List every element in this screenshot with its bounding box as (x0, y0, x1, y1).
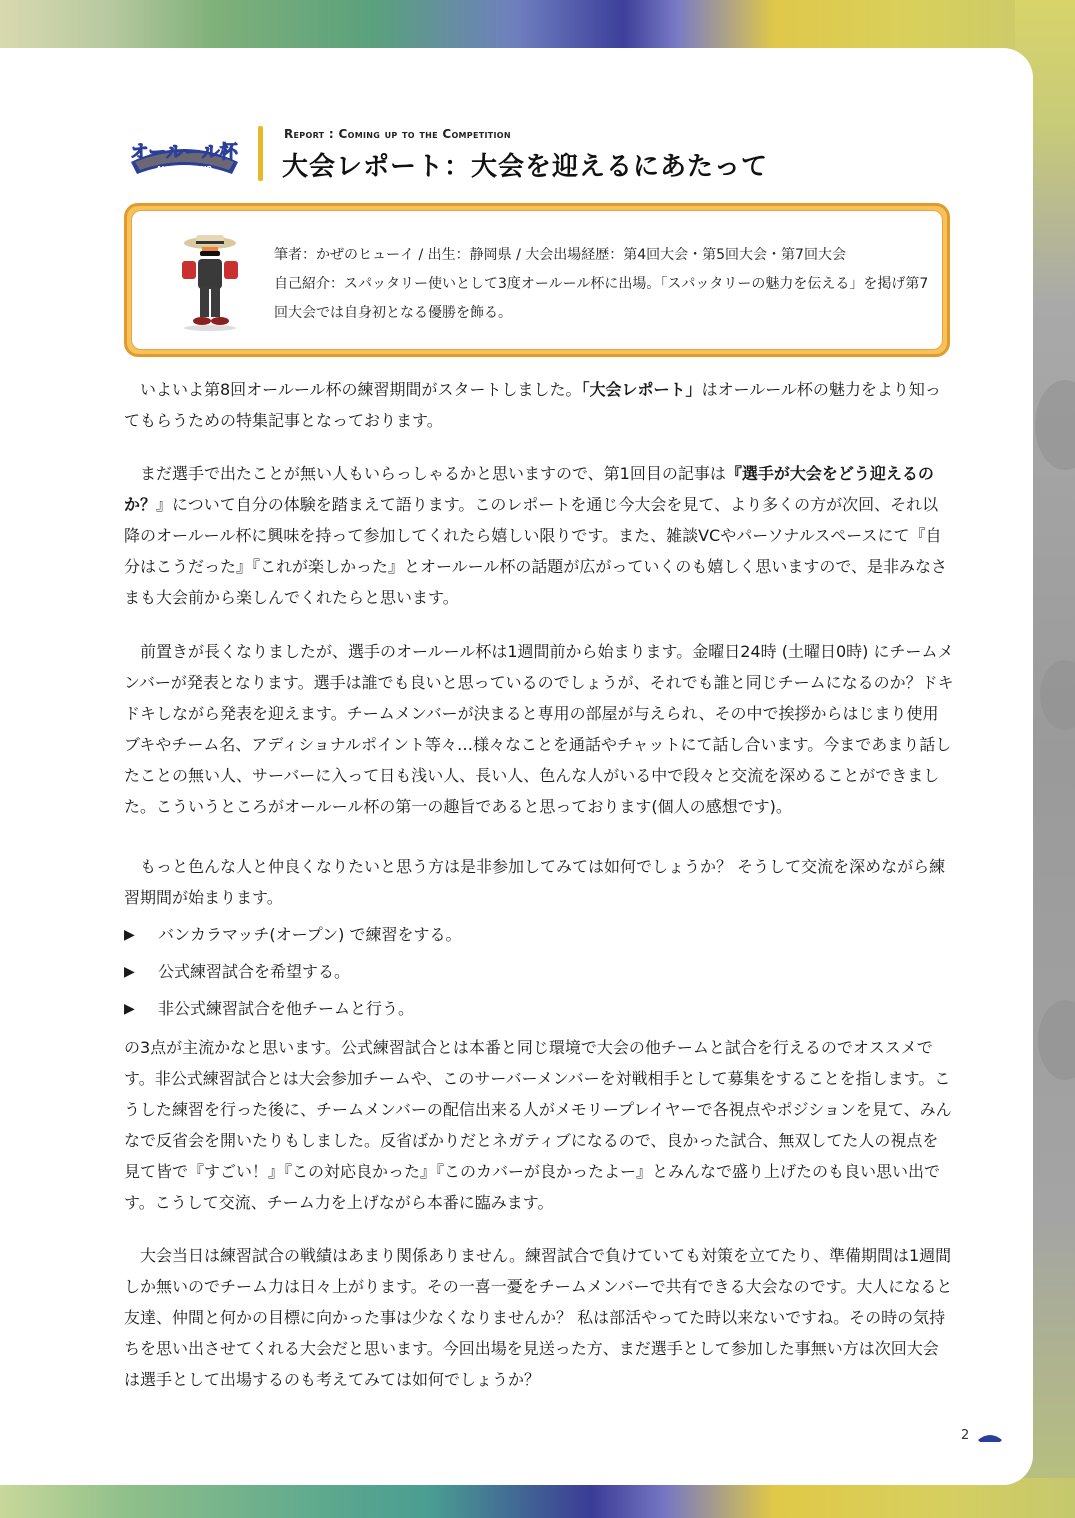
paragraph-4 (124, 851, 954, 913)
paragraph-2-emphasis: 『選手が大会をどう迎えるのか？ (124, 464, 934, 514)
paragraph-2-text-cont: 』について自分の体験を踏まえて語ります。このレポートを通じ今大会を見て、より多くの方が次回、それ以降のオールール杯に興味を持って参加してくれたら嬉しい限りです。また、雑談VCやパーソナルスペースにて『自分はこうだった』『これが楽しかった』とオールール杯の話題が広がっていくのも嬉しく思いますので、是非みなさまも大会前から楽しんでくれたらと思います。 (124, 495, 948, 607)
paragraph-3 (124, 636, 954, 822)
paragraph-1-emphasis: 「大会レポート」 (581, 380, 702, 399)
list-item-text: 非公式練習試合を他チームと行う。 (158, 999, 415, 1018)
page-number: 2 (961, 1428, 970, 1443)
page-title: 大会レポート：大会を迎えるにあたって (282, 152, 769, 182)
list-item (124, 959, 944, 996)
paragraph-4-text: もっと色んな人と仲良くなりたいと思う方は是非参加してみては如何でしょうか？ そうして交流を深めながら練習期間が始まります。 (124, 857, 946, 907)
page-marker-icon (977, 1430, 1003, 1442)
author-description (274, 241, 934, 328)
triangle-bullet-icon: ▶ (124, 927, 135, 943)
list-item (124, 996, 944, 1033)
triangle-bullet-icon: ▶ (124, 1001, 135, 1017)
paragraph-2-text: まだ選手で出たことが無い人もいらっしゃるかと思いますので、第1回目の記事は (140, 464, 726, 483)
paragraph-2 (124, 458, 954, 613)
paragraph-5 (124, 1032, 954, 1218)
list-item-text: バンカラマッチ(オープン) で練習をする。 (158, 925, 462, 944)
triangle-bullet-icon: ▶ (124, 964, 135, 980)
author-profile-inner (131, 210, 943, 350)
paragraph-3-text: 前置きが長くなりましたが、選手のオールール杯は1週間前から始まります。金曜日24時 (土曜日0時) にチームメンバーが発表となります。選手は誰でも良いと思っているのでしょうが、それでも誰と同じチームになるのか？ドキドキしながら発表を迎えます。チームメンバーが決まると専用の部屋が与えられ、その中で挨拶からはじまり使用ブキやチーム名、アディショナルポイント等々…様々なことを通話やチャットにて話し合います。今まであまり話したことの無い人、サーバーに入って日も浅い人、長い人、色んな人がいる中で段々と交流を深めることができました。こういうところがオールール杯の第一の趣旨であると思っております(個人の感想です)。 (124, 642, 954, 816)
svg-text:ALL RULE CUP: ALL RULE CUP (156, 165, 212, 173)
heading-accent-bar (258, 126, 263, 181)
paragraph-1-text: いよいよ第8回オールール杯の練習期間がスタートしました。 (140, 380, 582, 399)
author-info-line: 筆者：かぜのヒューイ / 出生：静岡県 / 大会出場経歴：第4回大会・第5回大会・第7回大会 (274, 247, 846, 263)
paragraph-1 (124, 374, 954, 436)
author-introduction: 自己紹介：スパッタリー使いとして3度オールール杯に出場。「スパッタリーの魅力を伝える」を掲げ第7回大会では自身初となる優勝を飾る。 (274, 276, 929, 321)
heading-subtitle: Report : Coming up to the Competition (284, 127, 511, 141)
paragraph-5-text: の3点が主流かなと思います。公式練習試合とは本番と同じ環境で大会の他チームと試合を行えるのでオススメです。非公式練習試合とは大会参加チームや、このサーバーメンバーを対戦相手として募集をすることを指します。こうした練習を行った後に、チームメンバーの配信出来る人がメモリープレイヤーで各視点やポジションを見て、みんなで反省会を開いたりもしました。反省ばかりだとネガティブになるので、良かった試合、無双してた人の視点を見て皆で『すごい！』『この対応良かった』『このカバーが良かったよー』とみんなで盛り上げたのも良い思い出です。こうして交流、チーム力を上げながら本番に臨みます。 (124, 1038, 952, 1212)
paragraph-6 (124, 1240, 954, 1395)
paragraph-1-text-cont: はオールール杯の魅力をより知ってもらうための特集記事となっております。 (124, 380, 941, 430)
author-avatar (162, 233, 258, 333)
list-item (124, 922, 944, 959)
list-item-text: 公式練習試合を希望する。 (158, 962, 351, 981)
author-profile-box (124, 203, 950, 357)
paragraph-6-text: 大会当日は練習試合の戦績はあまり関係ありません。練習試合で負けていても対策を立てたり、準備期間は1週間しか無いのでチーム力は日々上がります。その一喜一憂をチームメンバーで共有できる大会なのです。大人になると友達、仲間と何かの目標に向かった事は少なくなりませんか？ 私は部活やってた時以来ないですね。その時の気持ちを思い出させてくれる大会だと思います。今回出場を見送った方、まだ選手として参加した事無い方は次回大会は選手として出場するのも考えてみては如何でしょうか？ (124, 1246, 953, 1389)
all-rule-cup-logo (127, 132, 242, 178)
practice-method-list (124, 922, 944, 1033)
svg-text:オールール杯: オールール杯 (130, 142, 238, 163)
